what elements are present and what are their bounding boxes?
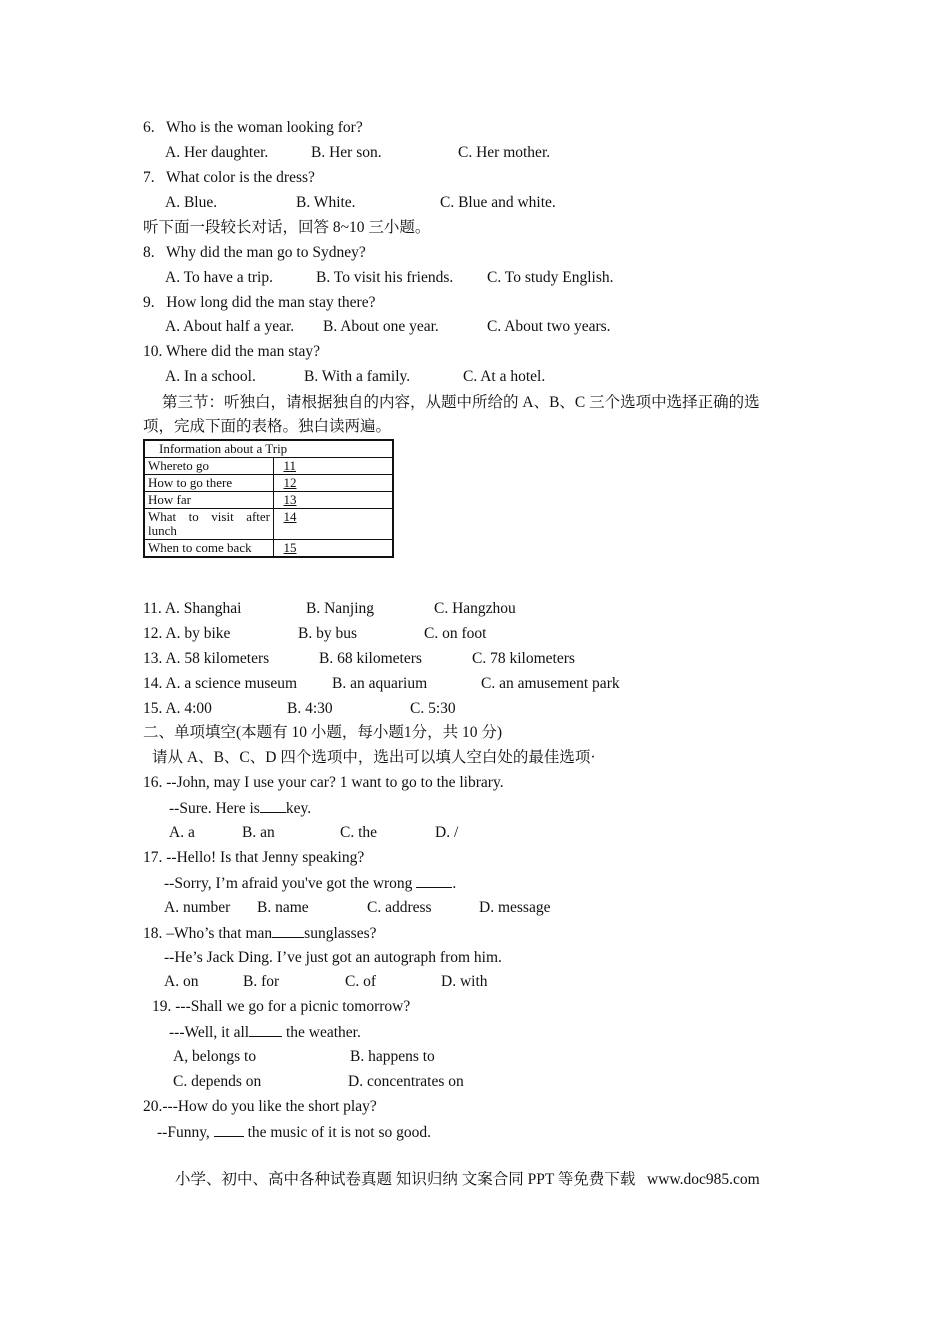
blank-number: 12: [283, 475, 297, 490]
blank-number: 15: [283, 540, 297, 555]
option-12c: C. on foot: [424, 625, 487, 642]
question-text: sunglasses?: [304, 925, 377, 942]
option-18c: C. of: [345, 973, 376, 990]
reply-text: --Sorry, I’m afraid you've got the wrong: [164, 875, 417, 892]
option-19a: A, belongs to: [173, 1048, 257, 1065]
blank-number: 14: [283, 509, 297, 524]
row-blank: [274, 540, 394, 558]
question-12: 12. A. by bike: [143, 625, 231, 642]
option-7a: A. Blue.: [165, 194, 218, 211]
answer-blank: [416, 873, 452, 888]
question-6: 6. Who is the woman looking for?: [143, 119, 363, 136]
reply-text: .: [452, 875, 457, 892]
question-19-reply: [169, 1022, 361, 1043]
option-10a: A. In a school.: [165, 368, 256, 385]
option-6a: A. Her daughter.: [165, 144, 269, 161]
option-16d: D. /: [435, 824, 459, 841]
option-16a: A. a: [169, 824, 195, 841]
row-blank: [274, 492, 394, 509]
option-13c: C. 78 kilometers: [472, 650, 575, 667]
blank-number: 11: [283, 458, 297, 473]
option-17d: D. message: [479, 899, 551, 916]
option-18b: B. for: [243, 973, 280, 990]
question-16-reply: [169, 798, 311, 819]
option-6c: C. Her mother.: [458, 144, 551, 161]
reply-text: the music of it is not so good.: [243, 1124, 431, 1141]
option-19b: B. happens to: [350, 1048, 435, 1065]
table-row: [144, 458, 393, 475]
option-18a: A. on: [164, 973, 199, 990]
question-19: 19. ---Shall we go for a picnic tomorrow?: [152, 998, 411, 1015]
question-7: 7. What color is the dress?: [143, 169, 315, 186]
answer-blank: [260, 798, 286, 813]
question-18-reply: --He’s Jack Ding. I’ve just got an autograph from him.: [164, 949, 502, 966]
question-20: 20.---How do you like the short play?: [143, 1098, 377, 1115]
question-14: 14. A. a science museum: [143, 675, 298, 692]
question-text: 18. –Who’s that man: [143, 925, 273, 942]
reply-text: --Funny,: [157, 1124, 214, 1141]
option-14b: B. an aquarium: [332, 675, 428, 692]
question-10: 10. Where did the man stay?: [143, 343, 321, 360]
table-row: [144, 492, 393, 509]
reply-text: the weather.: [282, 1024, 361, 1041]
option-16c: C. the: [340, 824, 378, 841]
option-10b: B. With a family.: [304, 368, 411, 385]
question-20-reply: [157, 1122, 431, 1143]
page-footer: 小学、初中、高中各种试卷真题 知识归纳 文案合同 PPT 等免费下载 www.doc985.com: [175, 1171, 760, 1188]
row-label: When to come back: [144, 540, 274, 558]
option-14c: C. an amusement park: [481, 675, 620, 692]
section-3-instruction: 第三节：听独白，请根据独自的内容，从题中所给的 A、B、C 三个选项中选择正确的选: [162, 394, 760, 411]
reply-text: ---Well, it all: [169, 1024, 250, 1041]
reply-text: key.: [285, 800, 312, 817]
row-blank: [274, 475, 394, 492]
option-9b: B. About one year.: [323, 318, 439, 335]
option-16b: B. an: [242, 824, 275, 841]
row-blank: [274, 458, 394, 475]
question-15: 15. A. 4:00: [143, 700, 212, 717]
answer-blank: [272, 923, 304, 938]
part-2-heading: 二、单项填空(本题有 10 小题，每小题1分，共 10 分): [143, 724, 503, 741]
question-17: 17. --Hello! Is that Jenny speaking?: [143, 849, 365, 866]
question-13: 13. A. 58 kilometers: [143, 650, 270, 667]
part-2-instruction: 请从 A、B、C、D 四个选项中，选出可以填人空白处的最佳选项·: [152, 749, 596, 766]
option-19c: C. depends on: [173, 1073, 262, 1090]
answer-blank: [249, 1022, 282, 1037]
question-16: 16. --John, may I use your car? 1 want to go to the library.: [143, 774, 504, 791]
instruction-8-10: 听下面一段较长对话，回答 8~10 三小题。: [143, 219, 431, 236]
table-row: [144, 540, 393, 558]
option-17c: C. address: [367, 899, 432, 916]
trip-info-table: [143, 439, 394, 558]
option-8a: A. To have a trip.: [165, 269, 273, 286]
option-9c: C. About two years.: [487, 318, 611, 335]
question-17-reply: [164, 873, 456, 894]
option-8b: B. To visit his friends.: [316, 269, 454, 286]
row-label: How to go there: [144, 475, 274, 492]
row-blank: [274, 509, 394, 540]
option-9a: A. About half a year.: [165, 318, 295, 335]
row-label: What to visit after lunch: [144, 509, 274, 540]
option-13b: B. 68 kilometers: [319, 650, 422, 667]
option-7c: C. Blue and white.: [440, 194, 556, 211]
option-11c: C. Hangzhou: [434, 600, 516, 617]
option-6b: B. Her son.: [311, 144, 382, 161]
reply-text: --Sure. Here is: [169, 800, 260, 817]
option-15b: B. 4:30: [287, 700, 333, 717]
option-15c: C. 5:30: [410, 700, 456, 717]
blank-number: 13: [283, 492, 297, 507]
option-17a: A. number: [164, 899, 231, 916]
row-label: Whereto go: [144, 458, 274, 475]
option-11b: B. Nanjing: [306, 600, 375, 617]
option-18d: D. with: [441, 973, 488, 990]
option-8c: C. To study English.: [487, 269, 614, 286]
option-10c: C. At a hotel.: [463, 368, 546, 385]
option-12b: B. by bus: [298, 625, 357, 642]
table-header-row: [144, 440, 393, 458]
table-row: [144, 509, 393, 540]
option-19d: D. concentrates on: [348, 1073, 464, 1090]
question-18: [143, 923, 376, 944]
option-7b: B. White.: [296, 194, 356, 211]
question-8: 8. Why did the man go to Sydney?: [143, 244, 366, 261]
option-17b: B. name: [257, 899, 309, 916]
answer-blank: [214, 1122, 244, 1137]
table-title: Information about a Trip: [144, 440, 393, 458]
question-9: 9. How long did the man stay there?: [143, 294, 376, 311]
row-label: How far: [144, 492, 274, 509]
section-3-instruction-cont: 项，完成下面的表格。独白读两遍。: [143, 418, 392, 435]
question-11: 11. A. Shanghai: [143, 600, 242, 617]
table-row: [144, 475, 393, 492]
